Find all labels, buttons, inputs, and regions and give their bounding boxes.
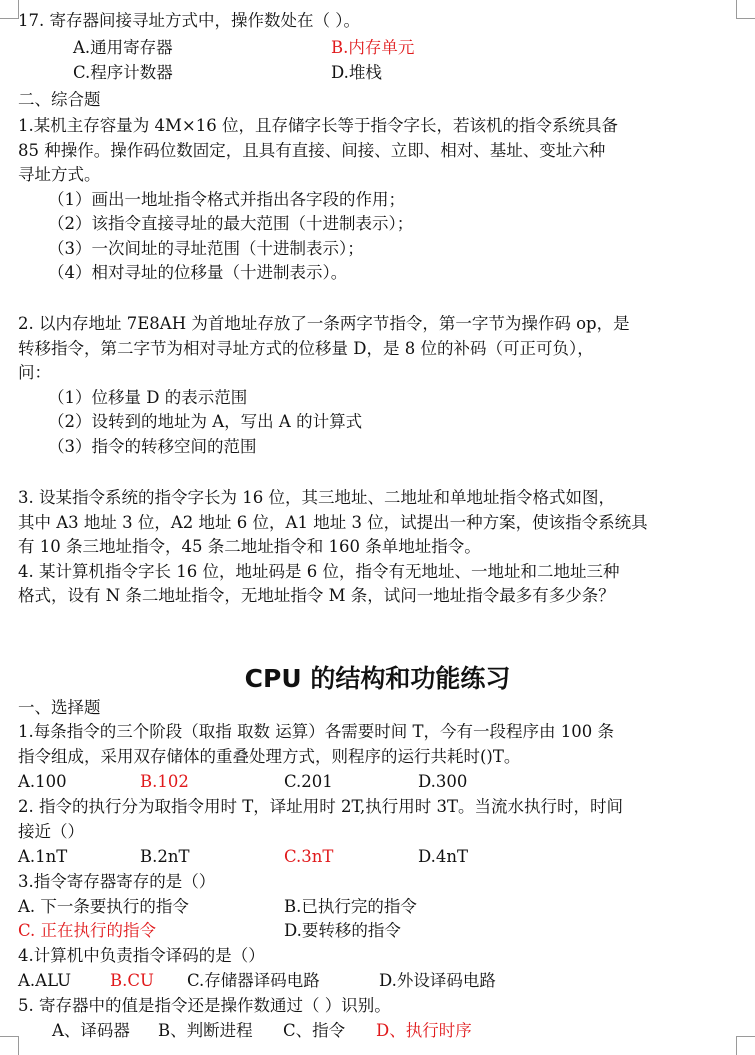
problem4-line2: 格式，设有 N 条二地址指令，无地址指令 M 条，试问一地址指令最多有多少条？ [18,586,615,605]
choice2-option-b: B.2nT [140,847,190,866]
problem2-line2: 转移指令，第二字节为相对寻址方式的位移量 D，是 8 位的补码（可正可负）， [18,339,594,358]
q17-option-c: C.程序计数器 [73,63,173,82]
choice2-line2: 接近（） [18,822,84,841]
choice3-option-b: B.已执行完的指令 [284,897,417,916]
problem1-line1: 1.某机主存容量为 4M×16 位，且存储字长等于指令字长，若该机的指令系统具备 [18,116,618,135]
choice5-stem: 5. 寄存器中的值是指令还是操作数通过（ ）识别。 [18,996,391,1015]
q17-option-a: A.通用寄存器 [73,38,173,57]
problem3-line2: 其中 A3 地址 3 位，A2 地址 6 位，A1 地址 3 位，试提出一种方案，使该指令系统具 [18,513,648,532]
choice3-option-c-answer: C. 正在执行的指令 [18,921,157,940]
problem2-line1: 2. 以内存地址 7E8AH 为首地址存放了一条两字节指令，第一字节为操作码 op，是 [18,314,630,333]
problem1-sub3: （3）一次间址的寻址范围（十进制表示）； [48,239,364,258]
problem2-sub1: （1）位移量 D 的表示范围 [48,388,248,407]
section-title: CPU 的结构和功能练习 [244,664,511,693]
choice1-option-a: A.100 [18,772,67,791]
choice2-option-a: A.1nT [18,847,68,866]
choice5-option-b: B、判断进程 [158,1021,253,1040]
choice2-option-d: D.4nT [418,847,469,866]
problem2-sub3: （3）指令的转移空间的范围 [48,437,257,456]
q17-option-b-answer: B.内存单元 [331,38,415,57]
crop-mark-top-left [0,0,19,19]
problem3-line1: 3. 设某指令系统的指令字长为 16 位，其三地址、二地址和单地址指令格式如图， [18,488,615,507]
problem1-line3: 寻址方式。 [18,165,101,184]
choice1-option-b-answer: B.102 [140,772,189,791]
problem2-line3: 问： [18,363,51,382]
problem1-line2: 85 种操作。操作码位数固定，且具有直接、间接、立即、相对、基址、变址六种 [18,141,606,160]
problem1-sub4: （4）相对寻址的位移量（十进制表示）。 [48,263,348,282]
choice1-line1: 1.每条指令的三个阶段（取指 取数 运算）各需要时间 T，今有一段程序由 100 条 [18,722,614,741]
choice3-stem: 3.指令寄存器寄存的是（） [18,872,216,891]
choice1-option-d: D.300 [418,772,468,791]
choice4-option-d: D.外设译码电路 [379,971,496,990]
choice4-option-c: C.存储器译码电路 [187,971,320,990]
choice4-option-a: A.ALU [18,971,72,990]
choice2-line1: 2. 指令的执行分为取指令用时 T，译址用时 2T,执行用时 3T。当流水执行时，时间 [18,797,624,816]
q17-option-d: D.堆栈 [331,63,382,82]
q17-stem: 17. 寄存器间接寻址方式中，操作数处在（ ）。 [18,11,360,30]
choice5-option-a: A、译码器 [52,1021,130,1040]
problem4-line1: 4. 某计算机指令字长 16 位，地址码是 6 位，指令有无地址、一地址和二地址三种 [18,562,620,581]
problem3-line3: 有 10 条三地址指令，45 条二地址指令和 160 条单地址指令。 [18,537,481,556]
choice3-option-d: D.要转移的指令 [284,921,401,940]
problem1-sub2: （2）该指令直接寻址的最大范围（十进制表示）； [48,214,414,233]
section-heading-choice: 一、选择题 [18,698,101,717]
choice5-option-c: C、指令 [283,1021,346,1040]
choice1-line2: 指令组成，采用双存储体的重叠处理方式，则程序的运行共耗时()T。 [18,747,521,766]
choice4-option-b-answer: B.CU [110,971,154,990]
crop-mark-bottom-right [736,1036,755,1055]
choice1-option-c: C.201 [284,772,333,791]
crop-mark-top-right [736,0,755,19]
problem2-sub2: （2）设转到的地址为 A，写出 A 的计算式 [48,412,363,431]
choice2-option-c-answer: C.3nT [284,847,334,866]
choice4-stem: 4.计算机中负责指令译码的是（） [18,946,265,965]
choice5-option-d-answer: D、执行时序 [376,1021,472,1040]
choice3-option-a: A. 下一条要执行的指令 [18,897,189,916]
section-heading-comprehensive: 二、综合题 [18,90,101,109]
crop-mark-bottom-left [0,1036,19,1055]
problem1-sub1: （1）画出一地址指令格式并指出各字段的作用； [48,190,405,209]
